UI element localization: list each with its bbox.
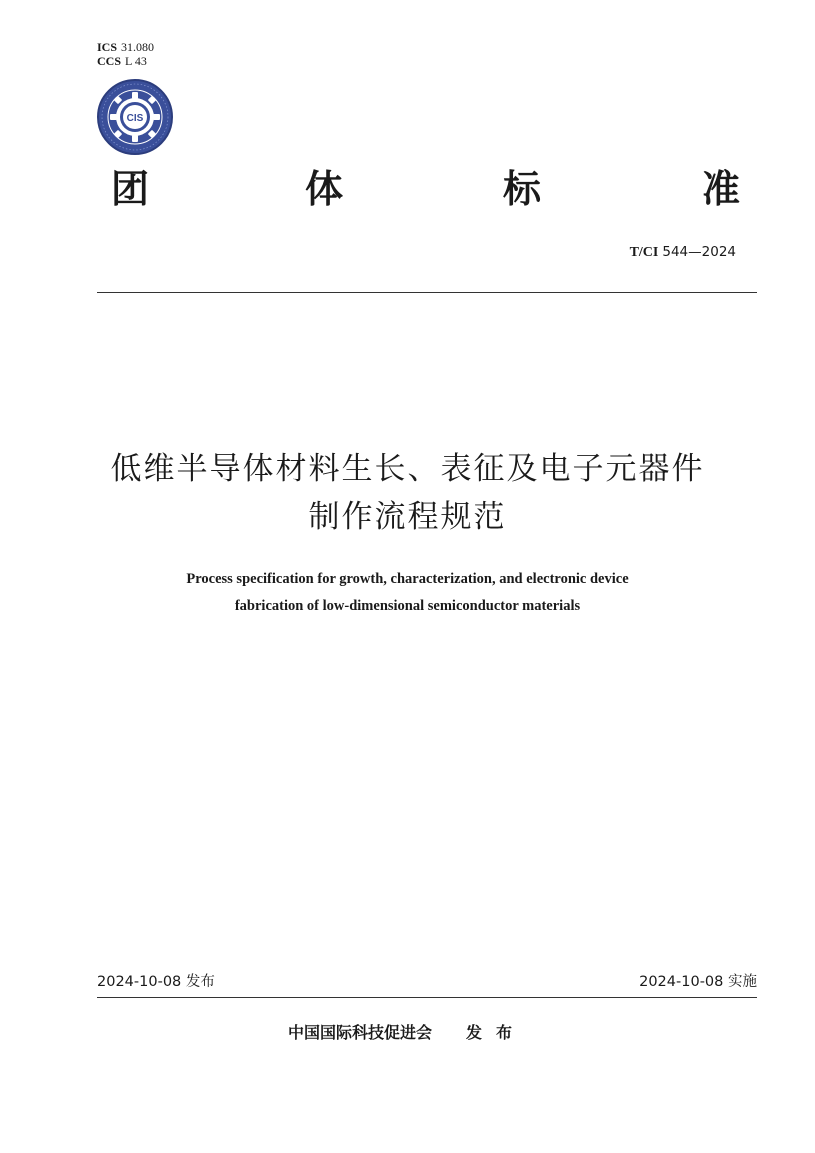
standard-type-char: 团 [111, 167, 150, 211]
standard-number-prefix: T/CI [629, 245, 659, 260]
organization-seal-icon [96, 78, 174, 156]
title-cn-line-1: 低维半导体材料生长、表征及电子元器件 [110, 451, 705, 487]
title-en-line-2: fabrication of low-dimensional semiconductor materials [234, 598, 581, 614]
ics-value: 31.080 [121, 40, 155, 54]
standard-type-char: 准 [702, 167, 741, 211]
standard-number-value: 544—2024 [662, 244, 736, 260]
standard-type-char: 标 [503, 167, 542, 211]
standard-type-char: 体 [305, 167, 344, 211]
implementation-date: 2024-10-08 实施 [639, 974, 757, 990]
title-cn-line-2: 制作流程规范 [308, 499, 507, 535]
bottom-divider [97, 997, 757, 998]
ccs-code [97, 54, 154, 68]
title-en-line-1: Process specification for growth, characterization, and electronic device [186, 571, 629, 587]
ccs-label: CCS [97, 54, 122, 68]
ics-code [97, 40, 154, 54]
publisher-org: 中国国际科技促进会 [288, 1023, 433, 1042]
ccs-value: L 43 [125, 54, 147, 68]
publisher-action: 发布 [466, 1023, 527, 1042]
standard-number [630, 244, 736, 261]
ics-label: ICS [97, 40, 118, 54]
top-divider [97, 292, 757, 293]
classification-codes [97, 40, 154, 68]
issue-date: 2024-10-08 发布 [97, 974, 215, 990]
publisher [288, 1022, 526, 1044]
logo-center-text: CIS [126, 113, 144, 124]
standard-type-heading [0, 162, 815, 216]
